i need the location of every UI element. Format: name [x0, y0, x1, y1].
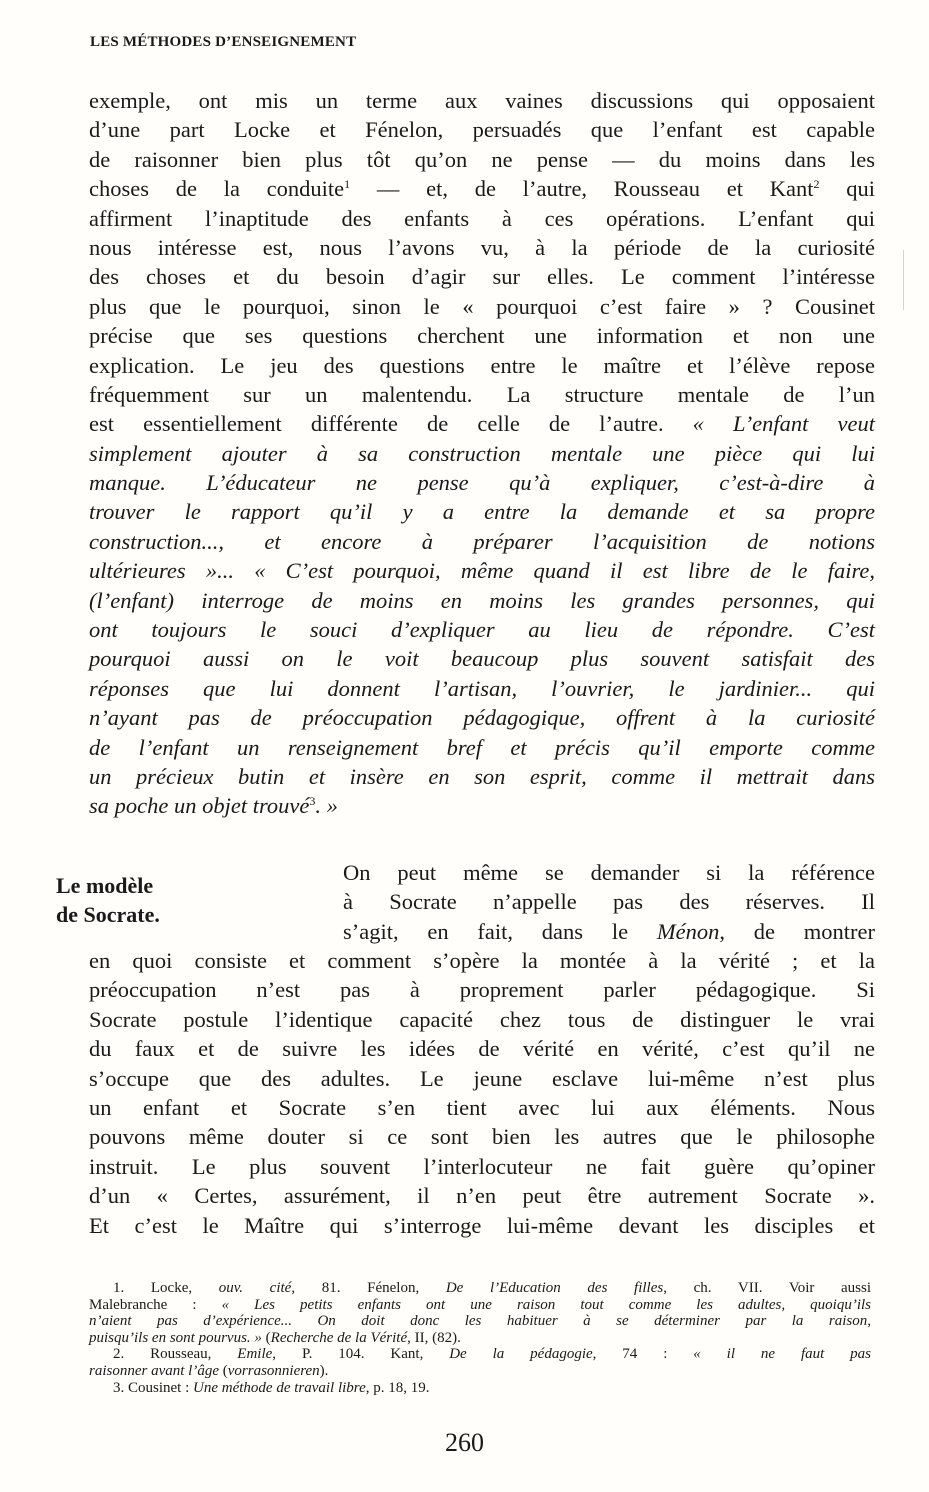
- text-line: [89, 233, 875, 262]
- italic-text: De la pédagogie: [449, 1346, 593, 1363]
- text: Socrate postule l’identique capacité chez tous de distinguer le vrai: [89, 1006, 875, 1032]
- italic-text: ont toujours le souci d’expliquer au lieu de répondre. C’est: [89, 617, 875, 643]
- text: du faux et de suivre les idées de vérité en vérité, c’est qu’il ne: [89, 1036, 875, 1062]
- italic-text: manque. L’éducateur ne pense qu’à expliquer, c’est-à-dire à: [89, 470, 875, 496]
- text-line: [89, 762, 875, 791]
- text-line: [89, 556, 875, 585]
- text: (: [218, 1362, 228, 1379]
- text-line: [89, 380, 875, 409]
- margin-heading: [56, 871, 160, 929]
- text-line: [89, 975, 875, 1004]
- text-line: [89, 1280, 871, 1297]
- italic-text: « Les petits enfants ont une raison tout comme les adultes, quoiqu’ils: [221, 1296, 871, 1313]
- text: qui: [819, 176, 875, 202]
- text: , P. 104. Kant,: [272, 1346, 450, 1363]
- text: est essentiellement différente de celle de l’autre.: [89, 411, 693, 437]
- text-line: [89, 703, 875, 732]
- text-line: [89, 468, 875, 497]
- footnote: [89, 1380, 871, 1397]
- text-line: [89, 1380, 871, 1397]
- footnote-ref: 2: [813, 177, 820, 192]
- text-line: [89, 733, 875, 762]
- text-line: [89, 1346, 871, 1363]
- text-line: [89, 586, 875, 615]
- italic-text: Recherche de la Vérité: [270, 1329, 408, 1346]
- text: fréquemment sur un malentendu. La structure mentale de l’un: [89, 381, 875, 407]
- text-line: [89, 409, 875, 438]
- text-line: [89, 1034, 875, 1063]
- text-line: [89, 204, 875, 233]
- text-line: [89, 174, 875, 203]
- text: s’occupe que des adultes. Le jeune esclave lui-même n’est plus: [89, 1065, 875, 1091]
- text: un enfant et Socrate s’en tient avec lui aux éléments. Nous: [89, 1094, 875, 1120]
- text-line: [89, 674, 875, 703]
- text: des choses et du besoin d’agir sur elles. Le comment l’intéresse: [89, 264, 875, 290]
- text: On peut même se demander si la référence: [343, 860, 875, 885]
- italic-text: raisonner avant l’âge: [89, 1362, 219, 1379]
- italic-text: sa poche un objet trouvé: [89, 793, 310, 819]
- italic-text: un précieux butin et insère en son esprit, comme il mettrait dans: [89, 763, 875, 789]
- italic-text: Ménon: [656, 918, 720, 944]
- text-line: [89, 1122, 875, 1151]
- running-head: LES MÉTHODES D’ENSEIGNEMENT: [90, 34, 357, 50]
- italic-text: simplement ajouter à sa construction mentale une pièce qui lui: [89, 440, 875, 466]
- italic-text: puisqu’ils en sont pourvus. »: [89, 1329, 262, 1346]
- text: , ch. VII. Voir aussi: [663, 1280, 872, 1296]
- text-line: [89, 1330, 871, 1347]
- italic-text: vorrasonnieren: [227, 1362, 320, 1379]
- text-line: [89, 1211, 875, 1240]
- text: précise que ses questions cherchent une information et non une: [89, 323, 875, 349]
- italic-text: « L’enfant veut: [692, 411, 875, 437]
- text-line: [89, 791, 875, 820]
- margin-heading-line: de Socrate.: [56, 902, 160, 927]
- text-line: [89, 351, 875, 380]
- footnote: [89, 1280, 871, 1346]
- text: de raisonner bien plus tôt qu’on ne pense — du moins dans les: [89, 146, 875, 172]
- italic-text: De l’Education des filles: [445, 1280, 664, 1296]
- text: 1. Locke,: [113, 1280, 219, 1296]
- text-line: [89, 262, 875, 291]
- paragraph-1: [89, 86, 875, 821]
- italic-text: . »: [315, 793, 338, 819]
- text-line: [89, 1064, 875, 1093]
- text-line: [89, 115, 875, 144]
- text-line: [89, 145, 875, 174]
- text-line: [89, 615, 875, 644]
- italic-text: réponses que lui donnent l’artisan, l’ouvrier, le jardinier... qui: [89, 675, 875, 701]
- text-line: [89, 527, 875, 556]
- text-line: [89, 321, 875, 350]
- paragraph-2-beside-heading: [343, 858, 875, 946]
- footnote-ref: 3: [309, 794, 316, 809]
- italic-text: pourquoi aussi on le voit beaucoup plus souvent satisfait des: [89, 646, 875, 672]
- text: plus que le pourquoi, sinon le « pourquoi c’est faire » ? Cousinet: [89, 293, 875, 319]
- text: nous intéresse est, nous l’avons vu, à la période de la curiosité: [89, 234, 875, 260]
- scan-mark: [903, 250, 904, 310]
- text: , 74 :: [592, 1346, 694, 1363]
- text: exemple, ont mis un terme aux vaines discussions qui opposaient: [89, 88, 875, 113]
- text: choses de la conduite: [89, 176, 345, 202]
- text: , p. 18, 19.: [365, 1379, 430, 1396]
- text-line: [89, 1313, 871, 1330]
- text: 3. Cousinet :: [113, 1379, 194, 1396]
- text: Et c’est le Maître qui s’interroge lui-même devant les disciples et: [89, 1212, 875, 1238]
- text-line: [89, 1297, 871, 1314]
- text-line: [89, 439, 875, 468]
- italic-text: n’aient pas d’expérience... On doit donc les habituer à se déterminer par la raison,: [89, 1313, 871, 1330]
- italic-text: trouver le rapport qu’il y a entre la demande et sa propre: [89, 499, 875, 525]
- text: pouvons même douter si ce sont bien les autres que le philosophe: [89, 1124, 875, 1150]
- text-line: [89, 1181, 875, 1210]
- footnote-ref: 1: [344, 177, 351, 192]
- text-line: [89, 946, 875, 975]
- text: à Socrate n’appelle pas des réserves. Il: [343, 889, 875, 915]
- margin-heading-line: Le modèle: [56, 873, 154, 898]
- text: , de montrer: [719, 918, 875, 944]
- paragraph-2: [89, 946, 875, 1240]
- text: ).: [319, 1362, 329, 1379]
- text: (: [261, 1329, 271, 1346]
- text: en quoi consiste et comment s’opère la montée à la vérité ; et la: [89, 948, 875, 973]
- italic-text: Emile: [237, 1346, 273, 1363]
- text-line: [343, 887, 875, 916]
- italic-text: « il ne faut pas: [693, 1346, 872, 1363]
- italic-text: Une méthode de travail libre: [193, 1379, 366, 1396]
- text-line: [343, 917, 875, 946]
- text-line: [89, 497, 875, 526]
- italic-text: n’ayant pas de préoccupation pédagogique, offrent à la curiosité: [89, 705, 875, 731]
- text-line: [89, 1363, 871, 1380]
- text-line: [89, 86, 875, 115]
- text: instruit. Le plus souvent l’interlocuteur ne fait guère qu’opiner: [89, 1153, 875, 1179]
- text: préoccupation n’est pas à proprement parler pédagogique. Si: [89, 977, 875, 1003]
- italic-text: ultérieures »... « C’est pourquoi, même quand il est libre de le faire,: [89, 558, 875, 584]
- text: , 81. Fénelon,: [291, 1280, 446, 1296]
- italic-text: ouv. cité: [218, 1280, 292, 1296]
- text: explication. Le jeu des questions entre le maître et l’élève repose: [89, 352, 875, 378]
- italic-text: (l’enfant) interroge de moins en moins les grandes personnes, qui: [89, 587, 875, 613]
- text: s’agit, en fait, dans le: [343, 918, 657, 944]
- page-number: 260: [445, 1428, 484, 1457]
- italic-text: de l’enfant un renseignement bref et précis qu’il emporte comme: [89, 734, 875, 760]
- text: d’un « Certes, assurément, il n’en peut être autrement Socrate ».: [89, 1183, 875, 1209]
- text: 2. Rousseau,: [113, 1346, 238, 1363]
- text: Malebranche :: [89, 1296, 222, 1313]
- footnotes: [89, 1280, 871, 1396]
- text-line: [343, 858, 875, 887]
- text-line: [89, 1152, 875, 1181]
- italic-text: construction..., et encore à préparer l’acquisition de notions: [89, 528, 875, 554]
- text-line: [89, 292, 875, 321]
- text: — et, de l’autre, Rousseau et Kant: [350, 176, 814, 202]
- footnote: [89, 1346, 871, 1379]
- text-line: [89, 1093, 875, 1122]
- text-line: [89, 644, 875, 673]
- text: affirment l’inaptitude des enfants à ces opérations. L’enfant qui: [89, 205, 875, 231]
- text-line: [89, 1005, 875, 1034]
- text: , II, (82).: [407, 1329, 461, 1346]
- text: d’une part Locke et Fénelon, persuadés que l’enfant est capable: [89, 117, 875, 143]
